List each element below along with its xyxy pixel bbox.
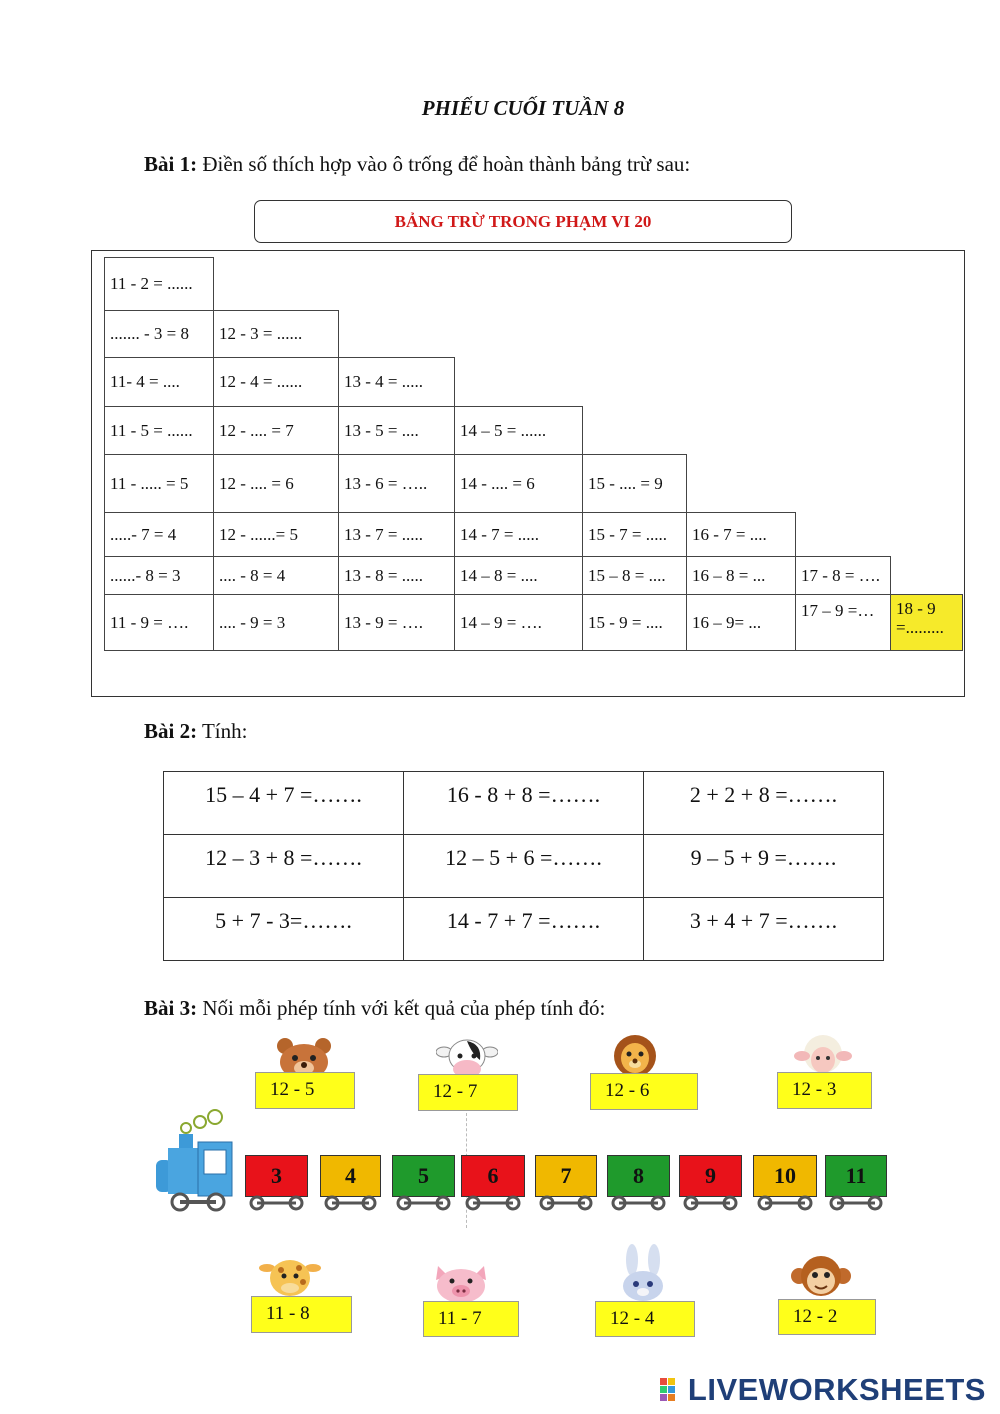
- bottom-label-3[interactable]: 12 - 4: [595, 1301, 695, 1337]
- table-cell[interactable]: 14 – 5 = ......: [454, 406, 583, 455]
- monkey-icon: [790, 1254, 852, 1298]
- table-cell[interactable]: .....- 7 = 4: [104, 512, 214, 557]
- train-car: [392, 1155, 455, 1197]
- table-cell[interactable]: 14 - .... = 6: [454, 454, 583, 513]
- wheel-icon: [392, 1195, 455, 1211]
- table-cell[interactable]: 13 - 9 = ….: [338, 594, 455, 651]
- bai1-heading: [144, 152, 690, 177]
- train-car-number: 6: [487, 1163, 499, 1188]
- table-cell[interactable]: 13 - 4 = .....: [338, 357, 455, 407]
- top-label-3[interactable]: 12 - 6: [590, 1073, 698, 1110]
- table-cell[interactable]: 12 - ......= 5: [213, 512, 339, 557]
- train-car-number: 8: [633, 1163, 644, 1188]
- bottom-label-1[interactable]: 11 - 8: [251, 1296, 352, 1333]
- bai2-heading: [144, 719, 247, 744]
- table-cell[interactable]: 11 - ..... = 5: [104, 454, 214, 513]
- bottom-label-2[interactable]: 11 - 7: [423, 1301, 519, 1337]
- bai3-heading: [144, 996, 605, 1021]
- calc-cell[interactable]: 2 + 2 + 8 =…….: [644, 772, 884, 835]
- train-car-number: 10: [774, 1163, 796, 1188]
- calc-cell[interactable]: 12 – 3 + 8 =…….: [164, 835, 404, 898]
- train-car: [320, 1155, 381, 1197]
- wheel-icon: [679, 1195, 742, 1211]
- table-cell[interactable]: 12 - .... = 7: [213, 406, 339, 455]
- giraffe-icon: [259, 1254, 321, 1298]
- table-row: [164, 898, 884, 961]
- table-cell[interactable]: .... - 8 = 4: [213, 556, 339, 595]
- wheel-icon: [753, 1195, 817, 1211]
- table-cell[interactable]: 16 – 9= ...: [686, 594, 796, 651]
- table-cell[interactable]: 13 - 8 = .....: [338, 556, 455, 595]
- bottom-label-4[interactable]: 12 - 2: [778, 1299, 876, 1335]
- wheel-icon: [320, 1195, 381, 1211]
- train-car-number: 5: [418, 1163, 429, 1188]
- table-cell[interactable]: 15 - 7 = .....: [582, 512, 687, 557]
- table-cell[interactable]: 15 – 8 = ....: [582, 556, 687, 595]
- wheel-icon: [245, 1195, 308, 1211]
- top-label-1[interactable]: 12 - 5: [255, 1072, 355, 1109]
- table-row: [164, 772, 884, 835]
- page-title: PHIẾU CUỐI TUẦN 8: [421, 96, 625, 120]
- top-label-2[interactable]: 12 - 7: [418, 1074, 518, 1111]
- table-cell[interactable]: 18 - 9 =.........: [890, 594, 963, 651]
- table-cell[interactable]: 11 - 5 = ......: [104, 406, 214, 455]
- bai1-label: Bài 1:: [144, 152, 198, 176]
- table-row: [164, 835, 884, 898]
- table-cell[interactable]: 17 - 8 = ….: [795, 556, 891, 595]
- train-car: [825, 1155, 887, 1197]
- wheel-icon: [535, 1195, 597, 1211]
- top-label-4[interactable]: 12 - 3: [777, 1072, 872, 1109]
- pig-icon: [430, 1260, 492, 1304]
- table-cell[interactable]: 11 - 9 = ….: [104, 594, 214, 651]
- lion-icon: [604, 1034, 666, 1078]
- liveworksheets-icon: [660, 1378, 684, 1402]
- logo-text: LIVEWORKSHEETS: [687, 1372, 986, 1407]
- calc-cell[interactable]: 5 + 7 - 3=…….: [164, 898, 404, 961]
- table-cell[interactable]: 14 - 7 = .....: [454, 512, 583, 557]
- train-car: [535, 1155, 597, 1197]
- table-cell[interactable]: 14 – 8 = ....: [454, 556, 583, 595]
- train-car: [753, 1155, 817, 1197]
- train-car-number: 9: [705, 1163, 716, 1188]
- wheel-icon: [461, 1195, 525, 1211]
- table-cell[interactable]: 15 - 9 = ....: [582, 594, 687, 651]
- table-cell[interactable]: 16 – 8 = ...: [686, 556, 796, 595]
- table-cell[interactable]: 13 - 7 = .....: [338, 512, 455, 557]
- table-cell[interactable]: 13 - 5 = ....: [338, 406, 455, 455]
- calc-cell[interactable]: 12 – 5 + 6 =…….: [404, 835, 644, 898]
- table-cell[interactable]: .... - 9 = 3: [213, 594, 339, 651]
- calc-cell[interactable]: 14 - 7 + 7 =…….: [404, 898, 644, 961]
- table-banner: BẢNG TRỪ TRONG PHẠM VI 20: [254, 200, 792, 243]
- wheel-icon: [825, 1195, 887, 1211]
- table-cell[interactable]: 12 - 4 = ......: [213, 357, 339, 407]
- calc-cell[interactable]: 16 - 8 + 8 =…….: [404, 772, 644, 835]
- table-cell[interactable]: 14 – 9 = ….: [454, 594, 583, 651]
- bai2-label: Bài 2:: [144, 719, 198, 743]
- wheel-icon: [607, 1195, 670, 1211]
- bai3-instruction: Nối mỗi phép tính với kết quả của phép tính đó:: [197, 996, 606, 1020]
- calc-table: [163, 771, 884, 961]
- table-cell[interactable]: ....... - 3 = 8: [104, 310, 214, 358]
- calc-cell[interactable]: 15 – 4 + 7 =…….: [164, 772, 404, 835]
- table-cell[interactable]: 16 - 7 = ....: [686, 512, 796, 557]
- train-car-number: 3: [271, 1163, 282, 1188]
- liveworksheets-logo: [660, 1372, 986, 1408]
- train-car: [607, 1155, 670, 1197]
- bai3-label: Bài 3:: [144, 996, 198, 1020]
- table-cell[interactable]: 11 - 2 = ......: [104, 257, 214, 311]
- calc-cell[interactable]: 9 – 5 + 9 =…….: [644, 835, 884, 898]
- rabbit-icon: [612, 1244, 674, 1302]
- train-car: [461, 1155, 525, 1197]
- train-car-number: 11: [845, 1163, 867, 1188]
- calc-cell[interactable]: 3 + 4 + 7 =…….: [644, 898, 884, 961]
- table-cell[interactable]: 12 - 3 = ......: [213, 310, 339, 358]
- train-car-number: 7: [560, 1163, 572, 1188]
- train-car-number: 4: [345, 1163, 356, 1188]
- table-cell[interactable]: ......- 8 = 3: [104, 556, 214, 595]
- bai1-instruction: Điền số thích hợp vào ô trống để hoàn thành bảng trừ sau:: [197, 152, 691, 176]
- table-cell[interactable]: 13 - 6 = …..: [338, 454, 455, 513]
- table-cell[interactable]: 11- 4 = ....: [104, 357, 214, 407]
- train-car: [245, 1155, 308, 1197]
- train-engine-icon: [152, 1108, 244, 1214]
- table-cell[interactable]: 15 - .... = 9: [582, 454, 687, 513]
- bai2-instruction: Tính:: [197, 719, 248, 743]
- table-cell[interactable]: 17 – 9 =…: [795, 594, 891, 651]
- train-car: [679, 1155, 742, 1197]
- table-cell[interactable]: 12 - .... = 6: [213, 454, 339, 513]
